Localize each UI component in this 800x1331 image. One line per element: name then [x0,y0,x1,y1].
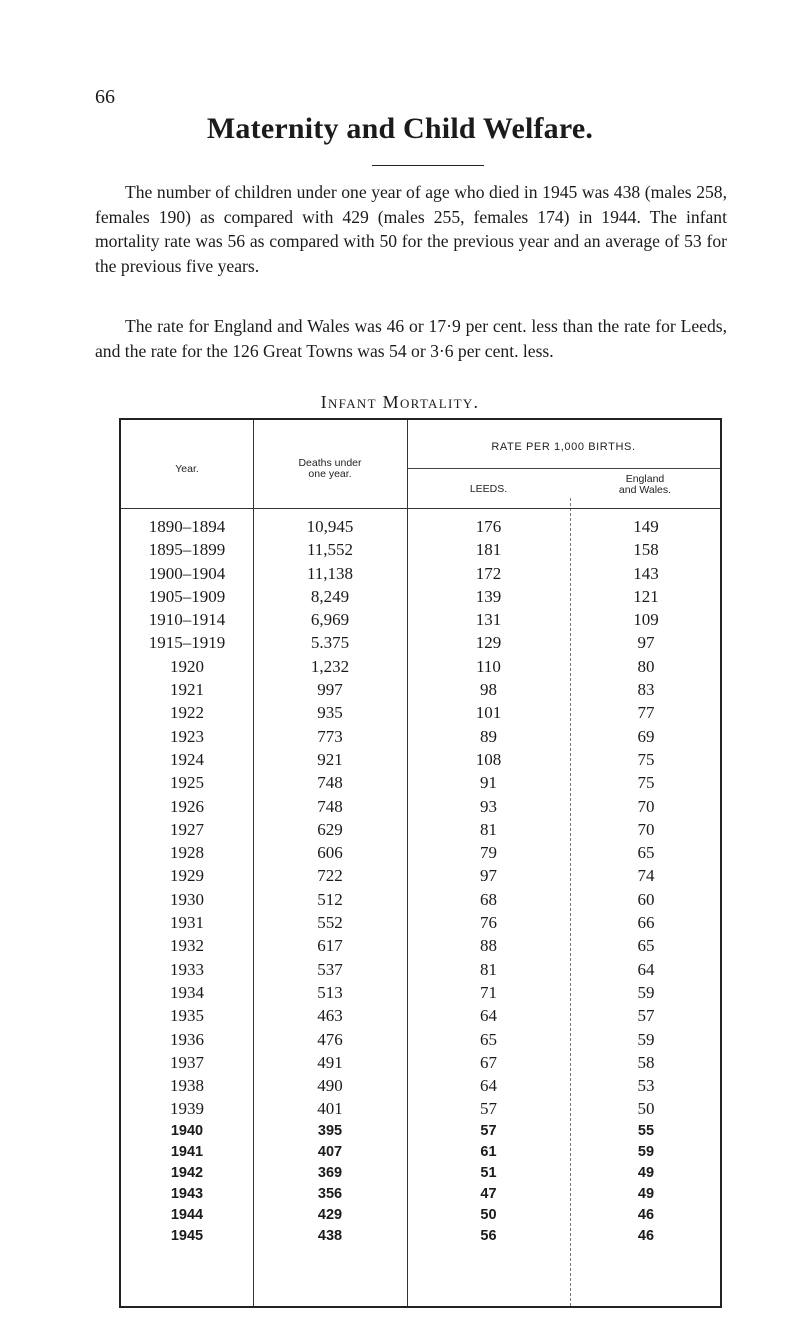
cell-deaths: 11,138 [306,563,354,583]
table-row [121,726,724,749]
cell-year: 1930 [170,889,204,909]
cell-leeds-rate: 57 [480,1099,497,1119]
cell-england-wales-rate: 80 [637,656,655,676]
cell-deaths: 10,945 [306,517,354,536]
cell-leeds-rate: 89 [480,726,497,746]
cell-year: 1943 [170,1185,204,1202]
table-row [121,1206,724,1227]
cell-england-wales-rate: 60 [637,889,655,909]
cell-england-wales-rate: 69 [637,726,655,746]
cell-leeds-rate: 61 [480,1143,497,1160]
cell-england-wales-rate: 46 [637,1206,655,1223]
header-year: Year. [175,463,199,475]
cell-year: 1925 [170,773,204,793]
cell-year: 1915–1919 [148,633,226,653]
header-rule [121,508,720,509]
cell-leeds-rate: 64 [480,1076,497,1096]
cell-deaths: 629 [317,819,343,839]
cell-england-wales-rate: 59 [637,1029,655,1049]
cell-leeds-rate: 110 [476,656,501,676]
cell-year: 1941 [170,1143,204,1160]
table-row [121,516,724,539]
cell-deaths: 356 [317,1185,343,1202]
cell-england-wales-rate: 49 [637,1164,655,1181]
table-row [121,1005,724,1028]
cell-deaths: 513 [317,982,343,1002]
cell-deaths: 748 [317,773,343,793]
table-body [121,516,724,1248]
page-number: 66 [95,86,115,108]
cell-leeds-rate: 181 [475,540,502,560]
table-row [121,772,724,795]
cell-england-wales-rate: 70 [637,819,655,839]
cell-year: 1932 [170,936,204,956]
cell-leeds-rate: 64 [480,1006,497,1026]
cell-year: 1937 [170,1052,204,1072]
cell-leeds-rate: 51 [480,1164,497,1181]
table-row [121,912,724,935]
cell-deaths: 8,249 [310,586,350,606]
cell-leeds-rate: 129 [475,633,502,653]
cell-year: 1923 [170,726,204,746]
cell-leeds-rate: 79 [480,843,497,863]
cell-leeds-rate: 71 [480,982,497,1002]
header-deaths-line2: one year. [308,468,352,480]
cell-england-wales-rate: 143 [633,563,659,583]
cell-england-wales-rate: 149 [633,517,659,536]
cell-year: 1927 [170,819,204,839]
table-row [121,1075,724,1098]
cell-deaths: 407 [317,1143,343,1160]
cell-year: 1935 [170,1006,204,1026]
cell-year: 1905–1909 [148,586,226,606]
cell-leeds-rate: 98 [480,680,497,700]
cell-england-wales-rate: 55 [637,1122,655,1139]
header-group-rule [407,468,720,469]
table-row [121,1122,724,1143]
table-row [121,959,724,982]
cell-deaths: 395 [317,1122,343,1139]
paragraph-comparison-rates: The rate for England and Wales was 46 or 17·9 per cent. less than the rate for Leeds, and the rate for the 126 Great Towns was 54 or 3·6 per cent. less. [95,316,727,361]
cell-leeds-rate: 172 [475,563,502,583]
cell-england-wales-rate: 121 [633,586,659,606]
table-row [121,982,724,1005]
table-row [121,702,724,725]
cell-leeds-rate: 81 [480,959,497,979]
paragraph-infant-deaths: The number of children under one year of age who died in 1945 was 438 (males 258, females 190) as compared with 429 (males 255, females 174) in 1944. The infant mortality rate was 56 as compared with 50 for the previous year and an average of 53 for the previous five years. [95,182,727,276]
header-leeds: LEEDS. [469,483,508,495]
cell-year: 1942 [170,1164,204,1181]
cell-deaths: 401 [317,1099,343,1119]
table-row [121,1185,724,1206]
cell-england-wales-rate: 65 [637,843,655,863]
cell-deaths: 476 [317,1029,343,1049]
cell-deaths: 773 [317,726,343,746]
cell-year: 1929 [170,866,204,886]
cell-deaths: 537 [317,959,343,979]
table-row [121,935,724,958]
cell-leeds-rate: 65 [480,1029,497,1049]
cell-year: 1938 [170,1076,204,1096]
cell-england-wales-rate: 75 [637,773,655,793]
table-caption: Infant Mortality. [320,392,480,412]
cell-year: 1945 [170,1227,204,1244]
table-row [121,632,724,655]
cell-leeds-rate: 176 [475,517,502,536]
cell-england-wales-rate: 77 [637,703,655,723]
cell-england-wales-rate: 49 [637,1185,655,1202]
infant-mortality-table [119,418,722,1308]
cell-england-wales-rate: 97 [637,633,655,653]
table-row [121,1164,724,1185]
cell-deaths: 722 [317,866,343,886]
cell-deaths: 491 [317,1052,343,1072]
cell-deaths: 512 [317,889,343,909]
table-row [121,1098,724,1121]
cell-leeds-rate: 50 [480,1206,497,1223]
title-rule [372,165,484,166]
header-ew-line1: England [625,473,665,485]
cell-england-wales-rate: 64 [637,959,655,979]
cell-leeds-rate: 81 [480,819,497,839]
cell-year: 1940 [170,1122,204,1139]
cell-england-wales-rate: 58 [637,1052,655,1072]
cell-deaths: 748 [317,796,343,816]
cell-year: 1890–1894 [148,517,226,536]
cell-england-wales-rate: 57 [637,1006,655,1026]
table-row [121,539,724,562]
cell-leeds-rate: 56 [480,1227,497,1244]
table-row [121,1029,724,1052]
cell-deaths: 935 [317,703,343,723]
table-row [121,842,724,865]
cell-england-wales-rate: 109 [633,610,659,630]
cell-england-wales-rate: 66 [637,913,655,933]
cell-england-wales-rate: 59 [637,1143,655,1160]
cell-year: 1910–1914 [148,610,226,630]
cell-deaths: 552 [317,913,343,933]
cell-england-wales-rate: 158 [633,540,659,560]
cell-leeds-rate: 93 [480,796,497,816]
table-row [121,609,724,632]
table-row [121,865,724,888]
table-row [121,656,724,679]
cell-year: 1895–1899 [148,540,226,560]
cell-leeds-rate: 47 [480,1185,497,1202]
cell-leeds-rate: 57 [480,1122,497,1139]
cell-leeds-rate: 139 [475,586,502,606]
cell-year: 1933 [170,959,204,979]
cell-england-wales-rate: 83 [637,680,655,700]
cell-leeds-rate: 108 [475,749,502,769]
table-row [121,586,724,609]
cell-england-wales-rate: 74 [637,866,655,886]
table-row [121,1227,724,1248]
cell-year: 1920 [170,656,204,676]
table-row [121,563,724,586]
table-row [121,679,724,702]
cell-deaths: 997 [317,680,343,700]
cell-deaths: 5.375 [310,633,350,653]
cell-england-wales-rate: 75 [637,749,655,769]
cell-leeds-rate: 68 [480,889,497,909]
table-row [121,819,724,842]
cell-leeds-rate: 131 [475,610,502,630]
cell-year: 1931 [170,913,204,933]
cell-england-wales-rate: 46 [637,1227,655,1244]
cell-england-wales-rate: 50 [637,1099,655,1119]
cell-year: 1900–1904 [148,563,226,583]
header-england-wales [570,474,720,496]
cell-deaths: 11,552 [306,540,354,560]
table-row [121,1052,724,1075]
table-row [121,796,724,819]
cell-deaths: 490 [317,1076,343,1096]
cell-year: 1934 [170,982,204,1002]
cell-deaths: 369 [317,1164,343,1181]
cell-deaths: 1,232 [310,656,350,676]
cell-year: 1926 [170,796,204,816]
cell-leeds-rate: 101 [475,703,502,723]
cell-year: 1939 [170,1099,204,1119]
cell-england-wales-rate: 59 [637,982,655,1002]
cell-england-wales-rate: 53 [637,1076,655,1096]
cell-year: 1944 [170,1206,204,1223]
table-row [121,749,724,772]
header-deaths-line1: Deaths under [298,457,362,469]
cell-year: 1922 [170,703,204,723]
header-deaths [253,458,407,480]
cell-deaths: 438 [317,1227,343,1244]
table-row [121,889,724,912]
cell-year: 1936 [170,1029,204,1049]
cell-england-wales-rate: 65 [637,936,655,956]
cell-leeds-rate: 76 [480,913,497,933]
cell-leeds-rate: 88 [480,936,497,956]
table-row [121,1143,724,1164]
header-rate-group: RATE PER 1,000 BIRTHS. [491,441,636,453]
cell-leeds-rate: 67 [480,1052,497,1072]
cell-year: 1924 [170,749,204,769]
cell-year: 1921 [170,680,204,700]
page-title: Maternity and Child Welfare. [206,112,594,145]
cell-deaths: 606 [317,843,343,863]
cell-england-wales-rate: 70 [637,796,655,816]
header-ew-line2: and Wales. [618,484,672,496]
cell-leeds-rate: 91 [480,773,497,793]
cell-deaths: 429 [317,1206,343,1223]
cell-deaths: 921 [317,749,343,769]
cell-deaths: 617 [317,936,343,956]
cell-year: 1928 [170,843,204,863]
cell-deaths: 463 [317,1006,343,1026]
cell-leeds-rate: 97 [480,866,497,886]
cell-deaths: 6,969 [310,610,350,630]
